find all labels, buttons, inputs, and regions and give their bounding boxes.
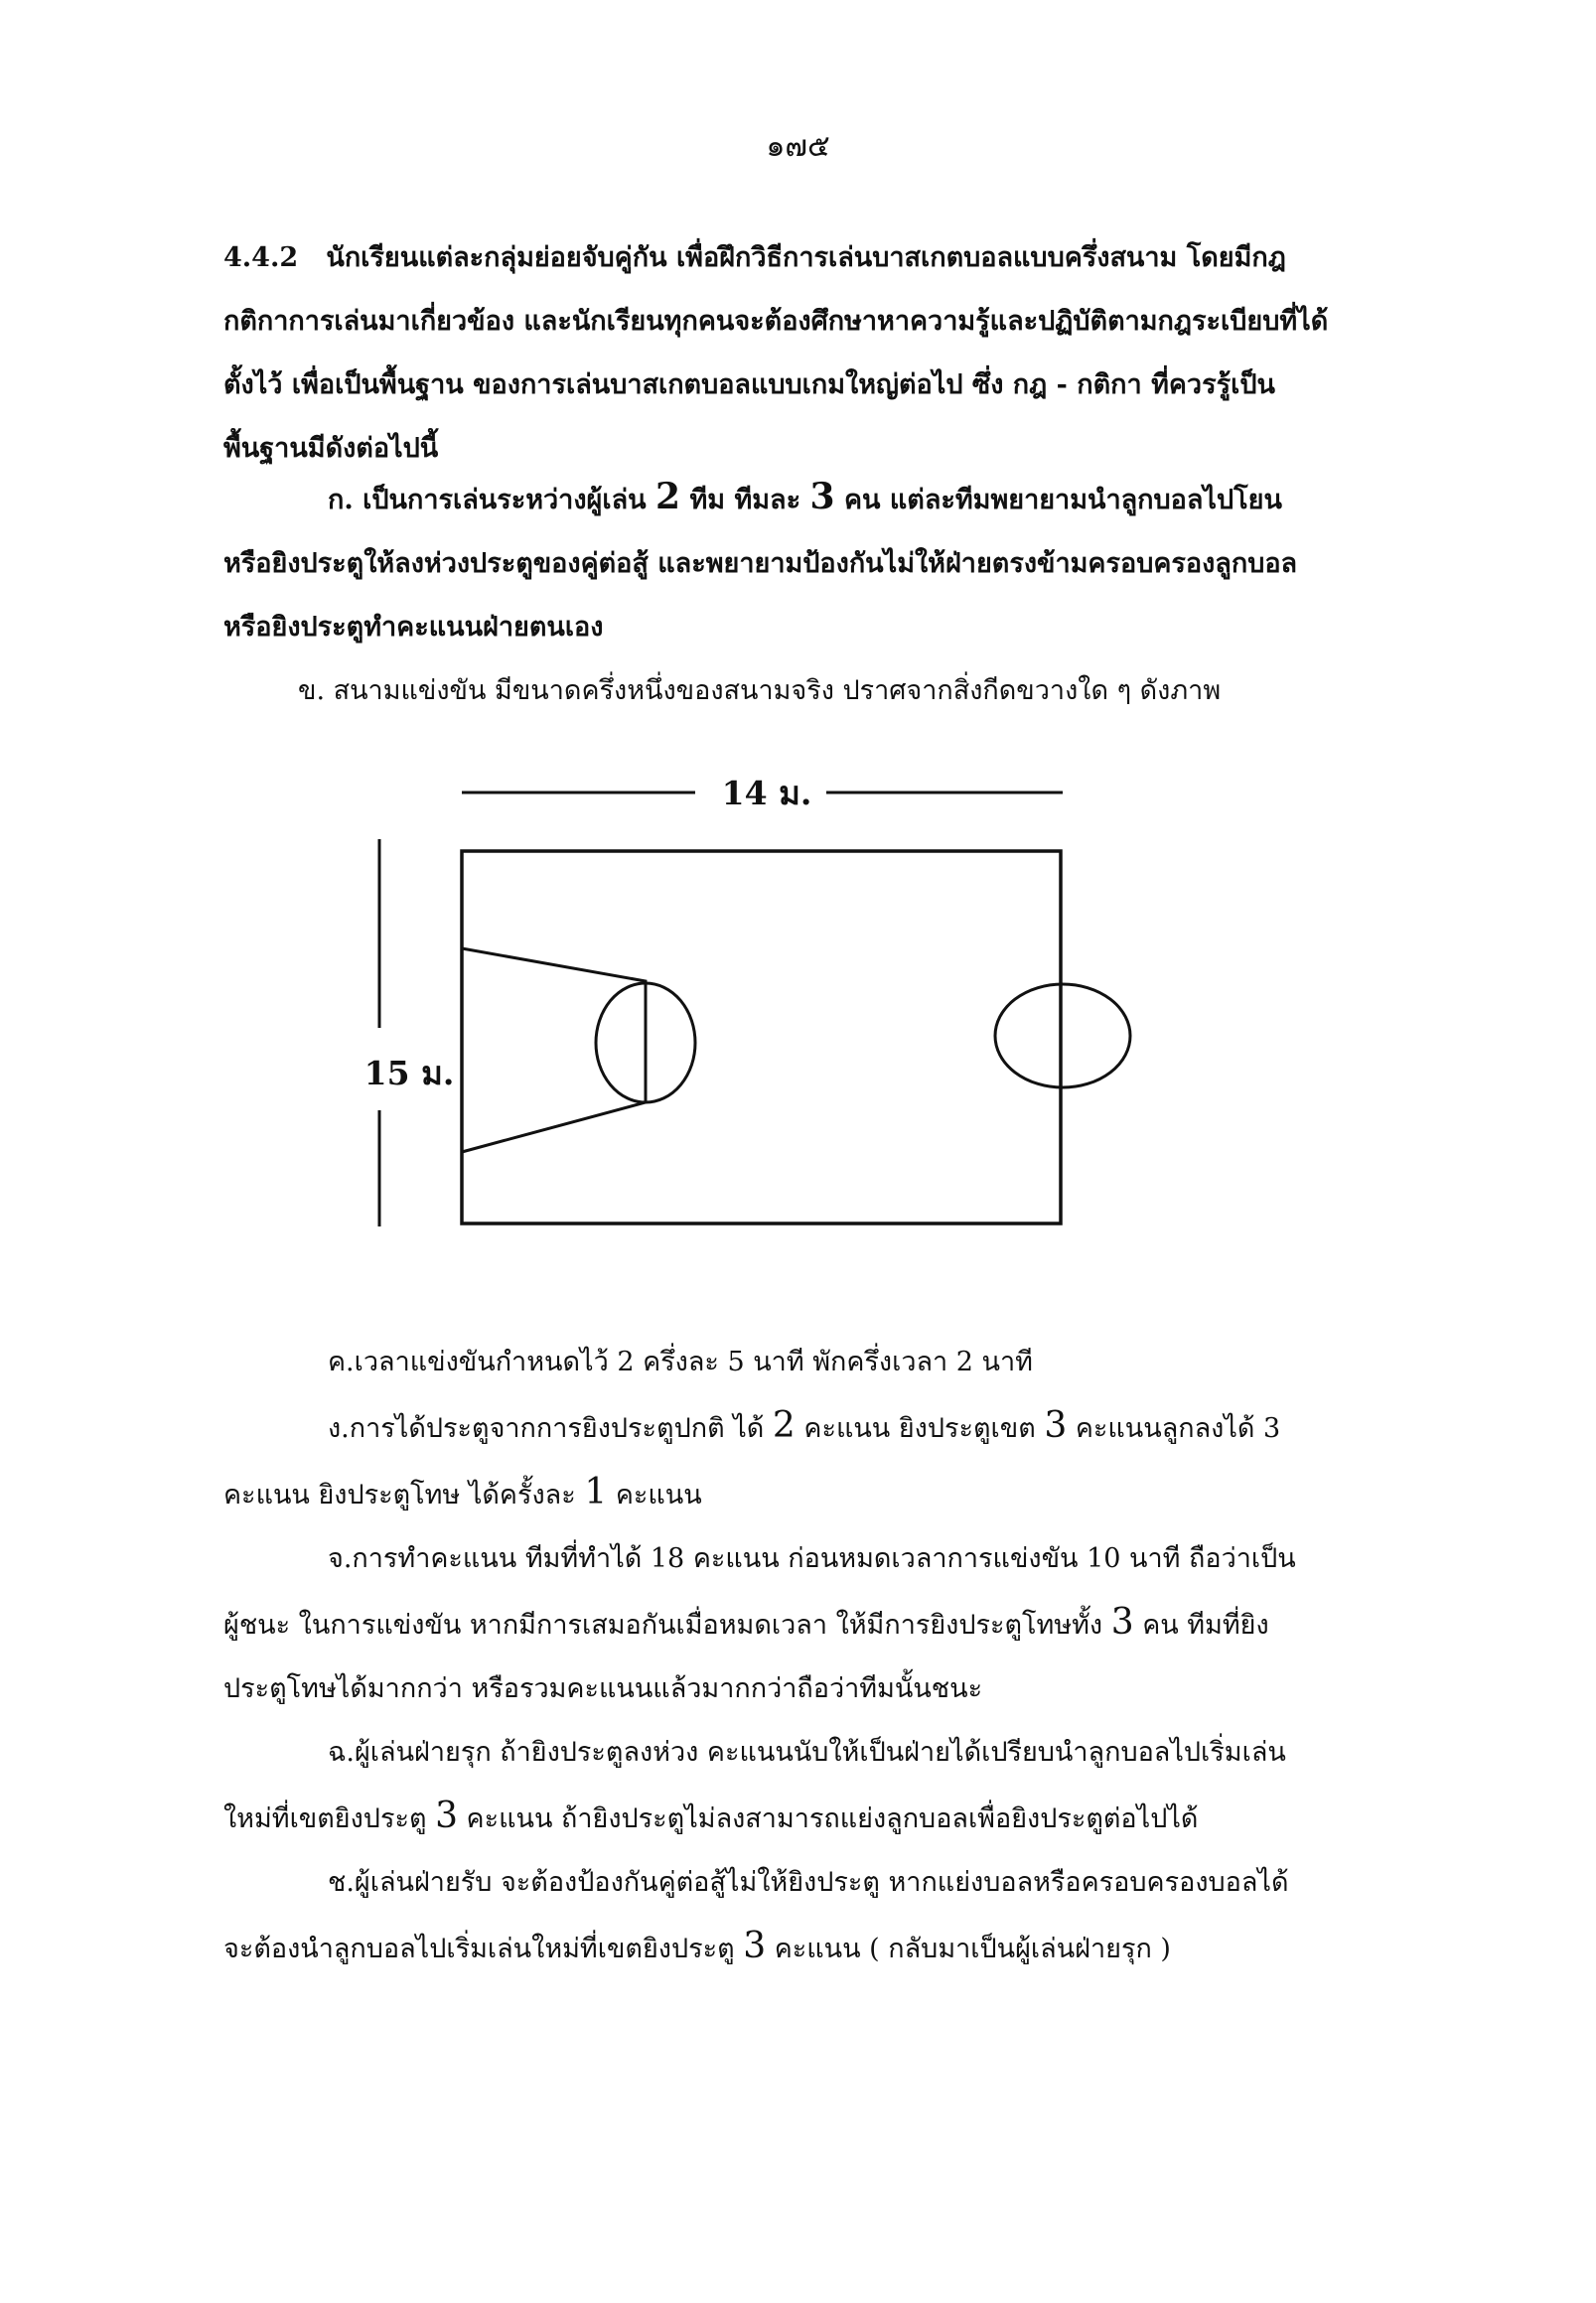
rule-line: ประตูโทษได้มากกว่า หรือรวมคะแนนแล้วมากกว่าถือว่าทีมนั้นชนะ xyxy=(223,1673,983,1704)
rule-line: จะต้องนำลูกบอลไปเริ่มเล่นใหม่ที่เขตยิงประตู 3 คะแนน ( กลับมาเป็นผู้เล่นฝ่ายรุก ) xyxy=(223,1926,1171,1966)
rule-line: จ.การทำคะแนน ทีมที่ทำได้ 18 คะแนน ก่อนหมดเวลาการแข่งขัน 10 นาที ถือว่าเป็น xyxy=(328,1543,1296,1574)
width-label: 14 ม. xyxy=(721,774,812,812)
center-circle xyxy=(995,984,1130,1087)
rule-line: ผู้ชนะ ในการแข่งขัน หากมีการเสมอกันเมื่อหมดเวลา ให้มีการยิงประตูโทษทั้ง 3 คน ทีมที่ยิง xyxy=(223,1602,1269,1643)
section-line: พื้นฐานมีดังต่อไปนี้ xyxy=(223,433,439,464)
rule-line: หรือยิงประตูให้ลงห่วงประตูของคู่ต่อสู้ และพยายามป้องกันไม่ให้ฝ่ายตรงข้ามครอบครองลูกบอล xyxy=(223,548,1298,579)
section-line: 4.4.2 นักเรียนแต่ละกลุ่มย่อยจับคู่กัน เพื่อฝึกวิธีการเล่นบาสเกตบอลแบบครึ่งสนาม โดยมีกฎ xyxy=(223,242,1286,273)
page-number: ๑๗๕ xyxy=(766,129,830,164)
section-line: ตั้งไว้ เพื่อเป็นพื้นฐาน ของการเล่นบาสเกตบอลแบบเกมใหญ่ต่อไป ซึ่ง กฎ - กติกา ที่ควรรู้เป็น xyxy=(223,369,1275,400)
rule-line: ฉ.ผู้เล่นฝ่ายรุก ถ้ายิงประตูลงห่วง คะแนนนับให้เป็นฝ่ายได้เปรียบนำลูกบอลไปเริ่มเล่น xyxy=(328,1737,1286,1768)
rule-line: คะแนน ยิงประตูโทษ ได้ครั้งละ 1 คะแนน xyxy=(223,1472,702,1512)
rule-line: ช.ผู้เล่นฝ่ายรับ จะต้องป้องกันคู่ต่อสู้ไม่ให้ยิงประตู หากแย่งบอลหรือครอบครองบอลได้ xyxy=(328,1867,1289,1898)
key-lane xyxy=(462,948,646,1152)
rule-line: ข. สนามแข่งขัน มีขนาดครึ่งหนึ่งของสนามจริง ปราศจากสิ่งกีดขวางใด ๆ ดังภาพ xyxy=(298,675,1222,706)
court-boundary xyxy=(462,851,1061,1223)
rule-line: ค.เวลาแข่งขันกำหนดไว้ 2 ครึ่งละ 5 นาที พักครึ่งเวลา 2 นาที xyxy=(328,1347,1033,1377)
rule-line: ก. เป็นการเล่นระหว่างผู้เล่น 2 ทีม ทีมละ 3 คน แต่ละทีมพยายามนำลูกบอลไปโยน xyxy=(328,476,1282,517)
height-label: 15 ม. xyxy=(363,1054,455,1092)
rule-line: หรือยิงประตูทำคะแนนฝ่ายตนเอง xyxy=(223,612,604,643)
rule-line: ง.การได้ประตูจากการยิงประตูปกติ ได้ 2 คะแนน ยิงประตูเขต 3 คะแนนลูกลงได้ 3 xyxy=(328,1405,1281,1446)
rules-bottom xyxy=(223,1331,1376,1981)
section-line: กติกาการเล่นมาเกี่ยวข้อง และนักเรียนทุกคนจะต้องศึกษาหาความรู้และปฏิบัติตามกฎระเบียบที่ได้ xyxy=(223,306,1329,337)
section-number: 4.4.2 xyxy=(223,242,299,273)
rule-line: ใหม่ที่เขตยิงประตู 3 คะแนน ถ้ายิงประตูไม่ลงสามารถแย่งลูกบอลเพื่อยิงประตูต่อไปได้ xyxy=(223,1796,1199,1836)
